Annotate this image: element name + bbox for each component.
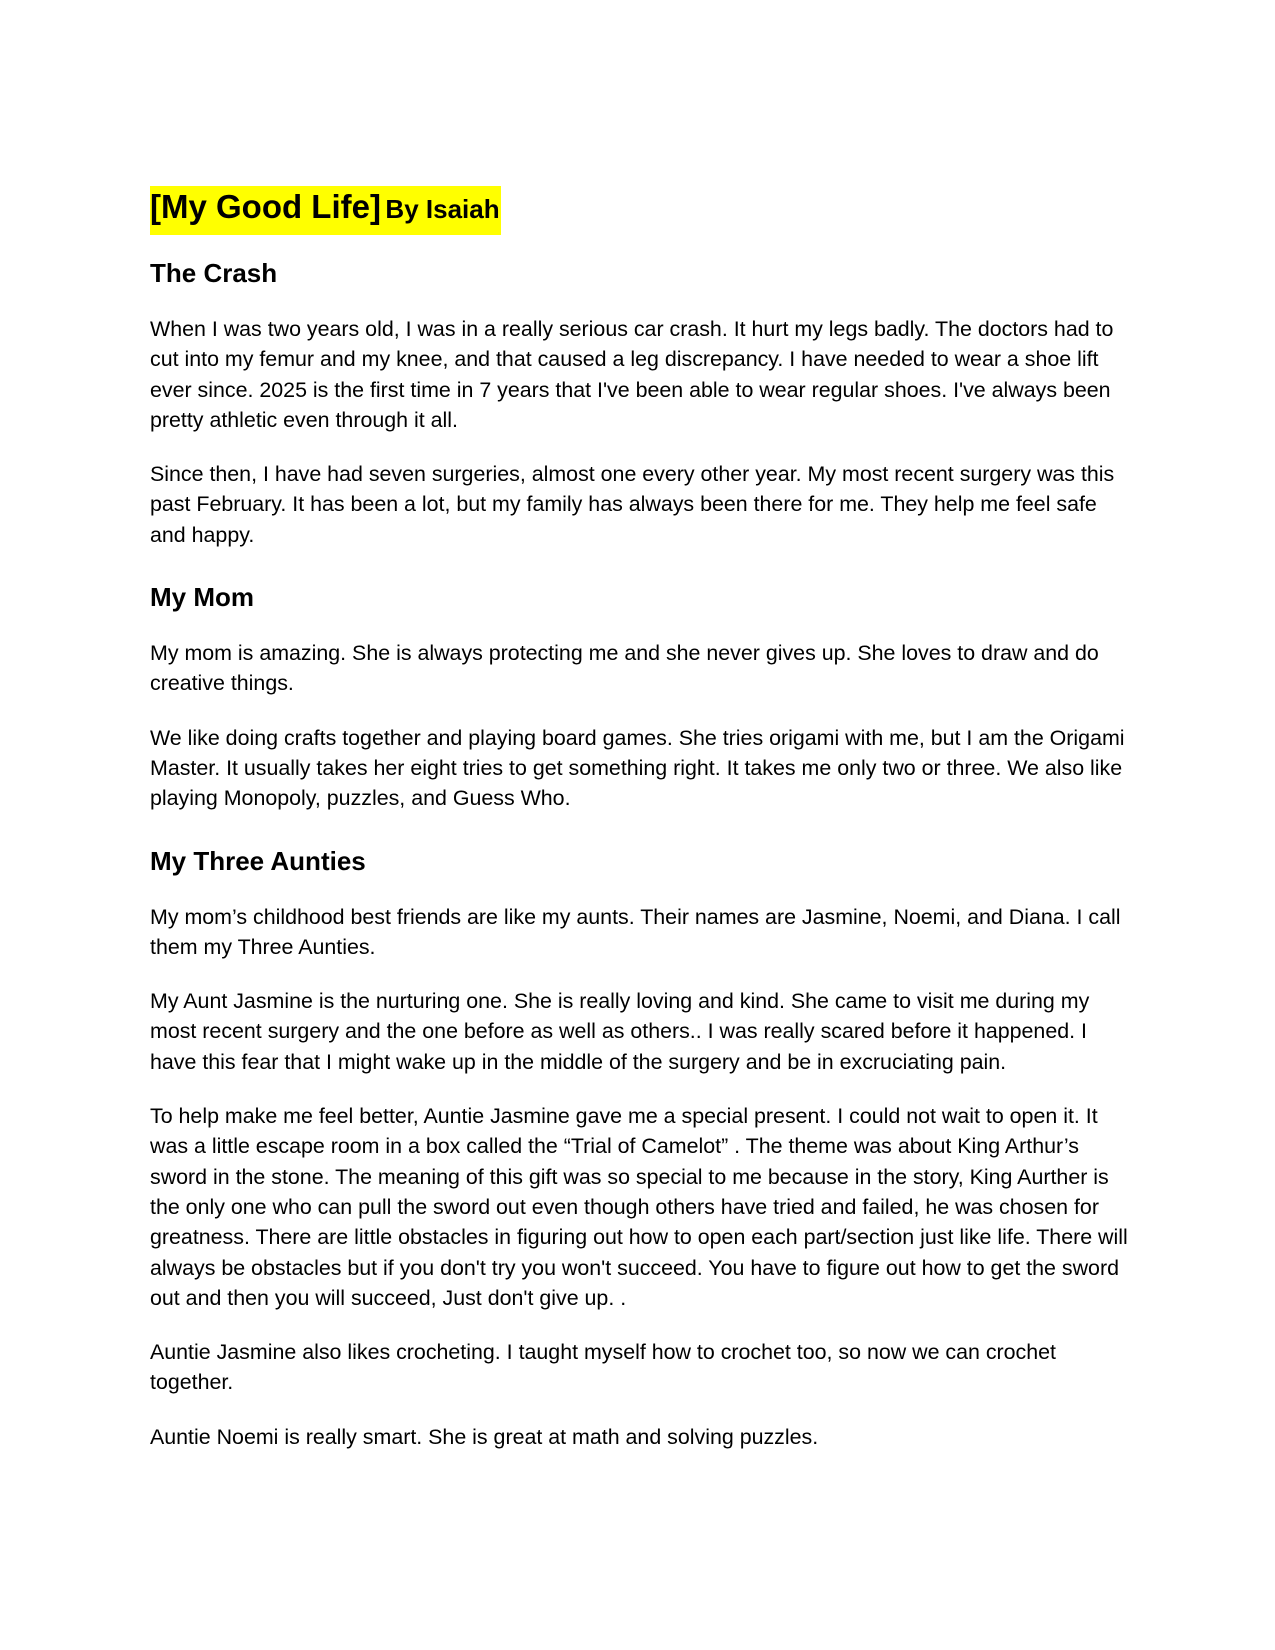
section-heading: The Crash bbox=[150, 258, 278, 288]
section-my-three-aunties bbox=[150, 846, 1130, 1452]
paragraph: Auntie Jasmine also likes crocheting. I taught myself how to crochet too, so now we can crochet together. bbox=[150, 1340, 1056, 1395]
paragraph: Since then, I have had seven surgeries, almost one every other year. My most recent surgery was this past February. It has been a lot, but my family has always been there for me. They help me feel safe and happy. bbox=[150, 462, 1115, 547]
paragraph: My mom’s childhood best friends are like my aunts. Their names are Jasmine, Noemi, and Diana. I call them my Three Aunties. bbox=[150, 904, 1121, 959]
section-heading: My Mom bbox=[150, 582, 254, 613]
paragraph: My Aunt Jasmine is the nurturing one. She is really loving and kind. She came to visit me during my most recent surgery and the one before as well as others.. I was really scared before it happened. I have this fear that I might wake up in the middle of the surgery and be in excruciating pain. bbox=[150, 989, 1090, 1074]
paragraph: To help make me feel better, Auntie Jasmine gave me a special present. I could not wait to open it. It was a little escape room in a box called the “Trial of Camelot” . The theme was about King Arthur’s sword in the stone. The meaning of this gift was so special to me because in the story, King Aurther is the only one who can pull the sword out even though others have tried and failed, he was chosen for greatness. There are little obstacles in figuring out how to open each part/section just like life. There will always be obstacles but if you don't try you won't succeed. You have to figure out how to get the sword out and then you will succeed, Just don't give up. . bbox=[150, 1104, 1128, 1310]
document-title: [My Good Life] bbox=[150, 188, 381, 225]
document-title-line bbox=[150, 186, 1130, 228]
section-the-crash bbox=[150, 258, 1130, 550]
section-my-mom bbox=[150, 582, 1130, 813]
document-byline: By Isaiah bbox=[385, 194, 500, 224]
paragraph: My mom is amazing. She is always protecting me and she never gives up. She loves to draw and do creative things. bbox=[150, 641, 1099, 696]
document-page bbox=[150, 186, 1130, 1452]
title-highlight bbox=[150, 186, 501, 235]
section-heading: My Three Aunties bbox=[150, 845, 366, 876]
paragraph: We like doing crafts together and playing board games. She tries origami with me, but I am the Origami Master. It usually takes her eight tries to get something right. It takes me only two or three. We also like playing Monopoly, puzzles, and Guess Who. bbox=[150, 725, 1125, 811]
paragraph: Auntie Noemi is really smart. She is great at math and solving puzzles. bbox=[150, 1424, 819, 1449]
paragraph: When I was two years old, I was in a really serious car crash. It hurt my legs badly. The doctors had to cut into my femur and my knee, and that caused a leg discrepancy. I have needed to wear a shoe lift ever since. 2025 is the first time in 7 years that I've been able to wear regular shoes. I've always been pretty athletic even through it all. bbox=[150, 317, 1114, 432]
